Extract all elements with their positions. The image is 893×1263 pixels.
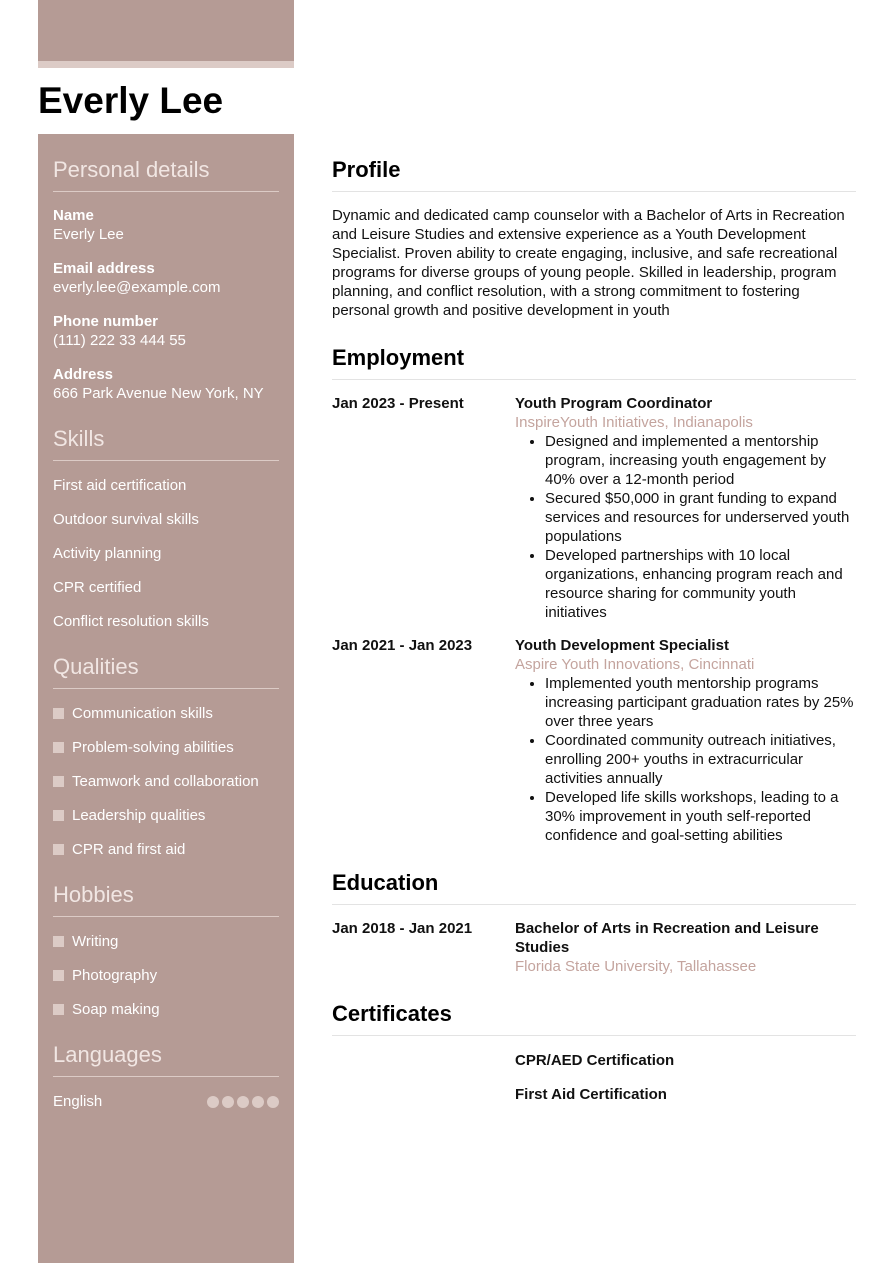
hobbies-section xyxy=(53,882,279,1019)
hobby-item xyxy=(53,966,279,985)
skill-item: First aid certification xyxy=(53,477,187,494)
education-section xyxy=(332,870,856,976)
header-accent-strip xyxy=(38,61,294,68)
employment-heading: Employment xyxy=(332,345,856,380)
entry-date: Jan 2018 - Jan 2021 xyxy=(332,920,473,937)
quality-label: Communication skills xyxy=(72,705,213,722)
square-bullet-icon xyxy=(53,708,64,719)
entry-body xyxy=(515,636,856,845)
certificates-heading: Certificates xyxy=(332,1001,856,1036)
hobby-label: Photography xyxy=(72,967,158,984)
square-bullet-icon xyxy=(53,936,64,947)
profile-text: Dynamic and dedicated camp counselor with a Bachelor of Arts in Recreation and Leisure Studies and extensive experience as a Youth Development Specialist. Proven ability to create engaging, inclusive, and safe recreational programs for diverse groups of young people. Skilled in leadership, program planning, and conflict resolution, with a strong commitment to fostering personal growth and positive development in youth xyxy=(332,207,845,319)
hobby-item xyxy=(53,1000,279,1019)
entry-bullets xyxy=(515,674,856,845)
entry-title: Youth Program Coordinator xyxy=(515,395,713,412)
languages-heading: Languages xyxy=(53,1042,279,1077)
profile-heading: Profile xyxy=(332,157,856,192)
header-color-block xyxy=(38,0,294,61)
square-bullet-icon xyxy=(53,1004,64,1015)
quality-label: Problem-solving abilities xyxy=(72,739,234,756)
entry-title: Bachelor of Arts in Recreation and Leisure Studies xyxy=(515,920,819,956)
hobby-label: Soap making xyxy=(72,1001,160,1018)
candidate-name: Everly Lee xyxy=(38,80,224,121)
entry-body xyxy=(515,394,856,622)
entry-organization: Florida State University, Tallahassee xyxy=(515,958,757,975)
square-bullet-icon xyxy=(53,970,64,981)
personal-details-heading: Personal details xyxy=(53,157,279,192)
skill-item: CPR certified xyxy=(53,579,142,596)
square-bullet-icon xyxy=(53,742,64,753)
entry-date: Jan 2021 - Jan 2023 xyxy=(332,637,473,654)
level-dot-icon xyxy=(222,1096,234,1108)
bullet-item: • Coordinated community outreach initiatives, enrolling 200+ youths in extracurricular activities annually xyxy=(545,731,856,788)
bullet-item: • Secured $50,000 in grant funding to expand services and resources for underserved youth populations xyxy=(545,489,856,546)
language-item xyxy=(53,1092,279,1111)
qualities-heading: Qualities xyxy=(53,654,279,689)
skills-list xyxy=(53,476,279,631)
language-level-dots xyxy=(207,1096,279,1108)
level-dot-icon xyxy=(252,1096,264,1108)
main-content xyxy=(332,134,856,1104)
detail-label: Name xyxy=(53,207,94,224)
certificate-item: First Aid Certification xyxy=(515,1086,667,1103)
personal-details-section xyxy=(53,157,279,403)
hobby-item xyxy=(53,932,279,951)
quality-item xyxy=(53,738,279,757)
detail-address xyxy=(53,365,279,403)
level-dot-icon xyxy=(237,1096,249,1108)
skill-item: Conflict resolution skills xyxy=(53,613,209,630)
hobbies-list xyxy=(53,932,279,1019)
sidebar xyxy=(38,134,294,1263)
certificate-item: CPR/AED Certification xyxy=(515,1052,675,1069)
employment-section xyxy=(332,345,856,845)
certificates-section xyxy=(332,1001,856,1104)
entry-organization: InspireYouth Initiatives, Indianapolis xyxy=(515,414,753,431)
bullet-item: • Implemented youth mentorship programs increasing participant graduation rates by 25% over three years xyxy=(545,674,856,731)
qualities-section xyxy=(53,654,279,859)
skill-item: Outdoor survival skills xyxy=(53,511,199,528)
education-entry xyxy=(332,919,856,976)
detail-value: Everly Lee xyxy=(53,226,124,243)
square-bullet-icon xyxy=(53,776,64,787)
entry-title: Youth Development Specialist xyxy=(515,637,729,654)
detail-email xyxy=(53,259,279,297)
detail-label: Phone number xyxy=(53,313,159,330)
quality-label: Teamwork and collaboration xyxy=(72,773,259,790)
education-heading: Education xyxy=(332,870,856,905)
certificates-list xyxy=(332,1051,856,1104)
entry-body xyxy=(515,919,856,976)
skill-item: Activity planning xyxy=(53,545,162,562)
detail-label: Address xyxy=(53,366,114,383)
level-dot-icon xyxy=(267,1096,279,1108)
quality-item xyxy=(53,806,279,825)
entry-bullets xyxy=(515,432,856,622)
qualities-list xyxy=(53,704,279,859)
hobby-label: Writing xyxy=(72,933,119,950)
entry-date: Jan 2023 - Present xyxy=(332,395,464,412)
detail-phone xyxy=(53,312,279,350)
skills-heading: Skills xyxy=(53,426,279,461)
profile-section xyxy=(332,157,856,320)
skills-section xyxy=(53,426,279,631)
detail-value: 666 Park Avenue New York, NY xyxy=(53,385,264,402)
level-dot-icon xyxy=(207,1096,219,1108)
detail-value: everly.lee@example.com xyxy=(53,279,221,296)
quality-item xyxy=(53,704,279,723)
language-name: English xyxy=(53,1093,103,1110)
bullet-item: • Developed life skills workshops, leading to a 30% improvement in youth self-reported confidence and goal-setting abilities xyxy=(545,788,856,845)
detail-name xyxy=(53,206,279,244)
detail-label: Email address xyxy=(53,260,155,277)
bullet-item: • Developed partnerships with 10 local organizations, enhancing program reach and resource sharing for community youth initiatives xyxy=(545,546,856,622)
quality-label: Leadership qualities xyxy=(72,807,206,824)
employment-entry xyxy=(332,636,856,845)
languages-section xyxy=(53,1042,279,1111)
detail-value: (111) 222 33 444 55 xyxy=(53,332,186,349)
square-bullet-icon xyxy=(53,844,64,855)
entry-organization: Aspire Youth Innovations, Cincinnati xyxy=(515,656,755,673)
employment-entry xyxy=(332,394,856,622)
bullet-item: • Designed and implemented a mentorship program, increasing youth engagement by 40% over a 12-month period xyxy=(545,432,856,489)
quality-item xyxy=(53,772,279,791)
square-bullet-icon xyxy=(53,810,64,821)
hobbies-heading: Hobbies xyxy=(53,882,279,917)
quality-item xyxy=(53,840,279,859)
quality-label: CPR and first aid xyxy=(72,841,186,858)
